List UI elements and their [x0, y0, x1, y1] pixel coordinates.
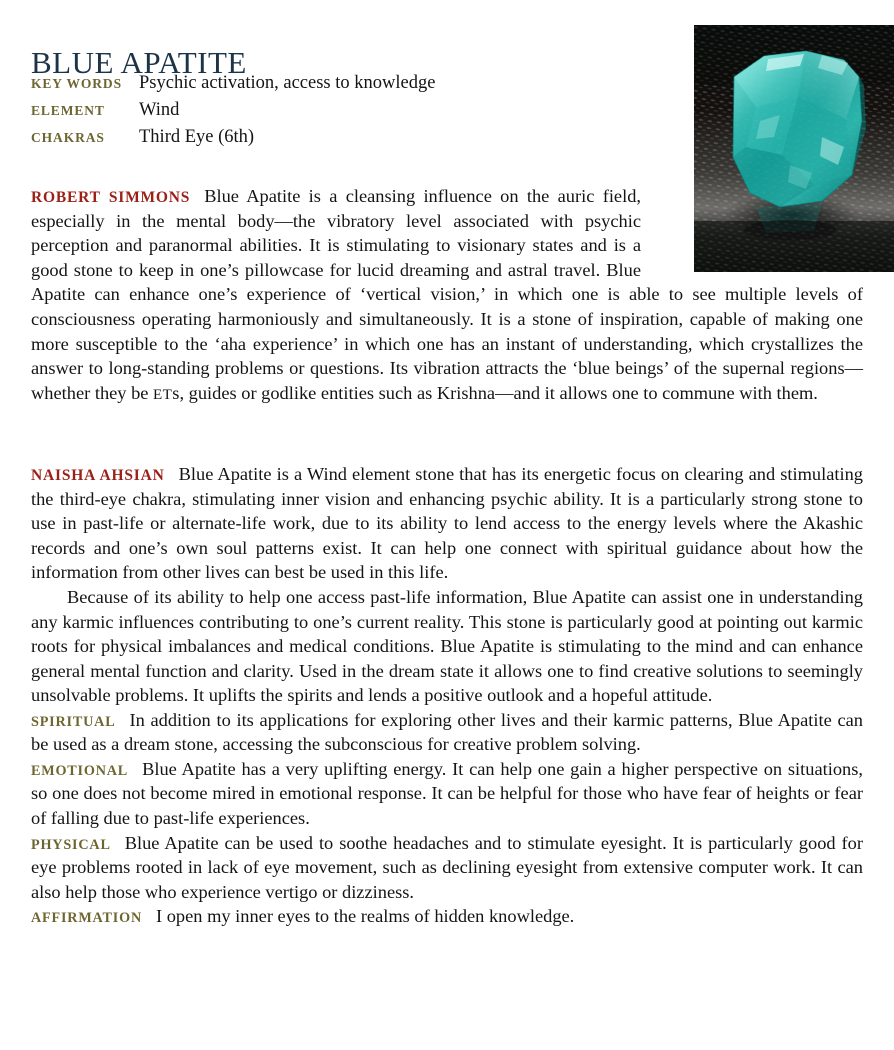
attribute-row-chakras	[31, 126, 681, 149]
ahsian-paragraph-2: Because of its ability to help one access past-life information, Blue Apatite can assist one in understanding any karmic influences contributing to one’s current reality. This stone is particularly good at pointing out karmic roots for physical imbalances and medical conditions. Blue Apatite is stimulating to the mind and can enhance general mental function and clarity. Used in the dream state it allows one to find creative solutions to seemingly unsolvable problems. It uplifts the spirits and lends a positive outlook and a hopeful attitude.	[31, 586, 863, 706]
section-text-spiritual: In addition to its applications for exploring other lives and their karmic patterns, Blue Apatite can be used as a dream stone, accessing the subconscious for creative problem solving.	[31, 709, 863, 755]
attribute-label-chakras: CHAKRAS	[31, 130, 105, 146]
section-label-spiritual: SPIRITUAL	[31, 713, 116, 730]
author-name-simmons: ROBERT SIMMONS	[31, 189, 191, 206]
section-physical	[31, 831, 863, 905]
photo-text-wrap-spacer	[641, 184, 863, 280]
section-text-emotional: Blue Apatite has a very uplifting energy. It can help one gain a higher perspective on situations, so one does not become mired in emotional response. It can be helpful for those who have fear of heights or fear of falling due to past-life experiences.	[31, 758, 863, 828]
section-label-emotional: EMOTIONAL	[31, 762, 129, 779]
attribute-value-chakras: Third Eye (6th)	[139, 127, 255, 148]
attribute-value-key-words: Psychic activation, access to knowledge	[139, 73, 436, 93]
attribute-list	[31, 72, 681, 153]
simmons-section	[31, 184, 863, 405]
section-label-physical: PHYSICAL	[31, 836, 111, 853]
page-title: BLUE APATITE	[31, 44, 247, 80]
attribute-value-element: Wind	[139, 100, 180, 121]
attribute-row-element	[31, 99, 681, 122]
section-text-physical: Blue Apatite can be used to soothe headaches and to stimulate eyesight. It is particularly good for eye problems rooted in lack of eye movement, such as declining eyesight from extensive computer work. It can also help those who experience vertigo or dizziness.	[31, 832, 863, 902]
small-caps-term: ET	[153, 386, 173, 403]
author-name-ahsian: NAISHA AHSIAN	[31, 467, 165, 484]
simmons-paragraph-tail: s, guides or godlike entities such as Krishna—and it allows one to commune with them.	[172, 382, 818, 403]
attribute-label-element: ELEMENT	[31, 103, 105, 119]
simmons-paragraph-text: Blue Apatite is a cleansing influence on the auric field, especially in the mental body—the vibratory level associated with psychic perception and paranormal abilities. It is stimulating to visionary states and is a good stone to keep in one’s pillowcase for lucid dreaming and astral travel. Blue Apatite can enhance one’s experience of ‘vertical vision,’ in which one is able to see multiple levels of consciousness operating harmoniously and simultaneously. It is a stone of inspiration, capable of making one more susceptible to the ‘aha experience’ in which one has an instant of understanding, which crystallizes the answer to long-standing problems or questions. Its vibration attracts the ‘blue beings’ of the supernal regions—whether they be	[31, 186, 863, 403]
ahsian-section	[31, 462, 863, 929]
ahsian-paragraph-1	[31, 462, 863, 585]
section-spiritual	[31, 708, 863, 757]
attribute-row-key-words	[31, 72, 681, 95]
section-affirmation	[31, 904, 863, 929]
ahsian-paragraph-1-text: Blue Apatite is a Wind element stone that has its energetic focus on clearing and stimulating the third-eye chakra, stimulating inner vision and enhancing psychic ability. It is a particularly strong stone to use in past-life or alternate-life work, due to its ability to lend access to the energy levels where the Akashic records and one’s own soul patterns exist. It can help one connect with spiritual guidance about how the information from other lives can best be used in this life.	[31, 464, 863, 583]
attribute-label-key-words: KEY WORDS	[31, 76, 122, 91]
section-label-affirmation: AFFIRMATION	[31, 910, 142, 927]
section-text-affirmation: I open my inner eyes to the realms of hidden knowledge.	[156, 906, 575, 927]
section-emotional	[31, 757, 863, 831]
